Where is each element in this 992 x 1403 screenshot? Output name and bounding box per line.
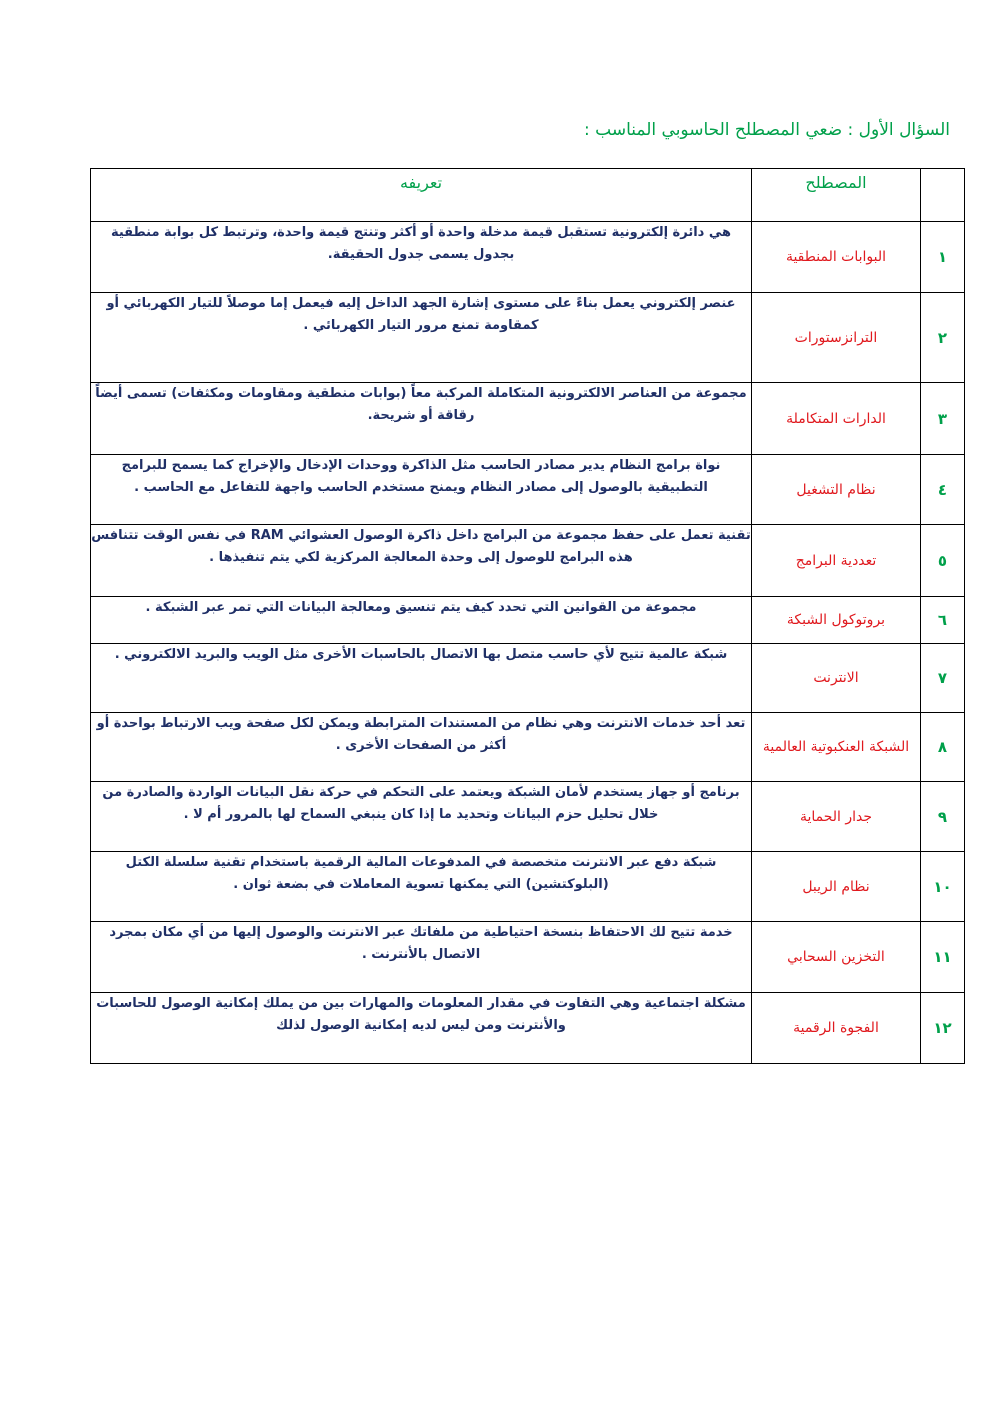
row-number: ٣ bbox=[921, 383, 965, 455]
header-number-cell bbox=[921, 169, 965, 222]
row-term: تعددية البرامج bbox=[752, 525, 921, 597]
row-number: ٤ bbox=[921, 455, 965, 525]
row-definition: برنامج أو جهاز يستخدم لأمان الشبكة ويعتمد على التحكم في حركة نقل البيانات الواردة والصادرة من خلال تحليل حزم البيانات وتحديد ما إذا كان ينبغي السماح لها بالمرور أم لا . bbox=[91, 782, 752, 852]
row-number: ١٢ bbox=[921, 993, 965, 1064]
table-row bbox=[91, 222, 965, 293]
row-number: ١١ bbox=[921, 922, 965, 993]
row-definition: خدمة تتيح لك الاحتفاظ بنسخة احتياطية من ملفاتك عبر الانترنت والوصول إليها من أي مكان بمجرد الاتصال بالأنترنت . bbox=[91, 922, 752, 993]
table-row bbox=[91, 383, 965, 455]
row-number: ٦ bbox=[921, 597, 965, 644]
row-definition: مجموعة من القوانين التي تحدد كيف يتم تنسيق ومعالجة البيانات التي تمر عبر الشبكة . bbox=[91, 597, 752, 644]
row-term: الانترنت bbox=[752, 644, 921, 713]
row-definition: هي دائرة إلكترونية تستقبل قيمة مدخلة واحدة أو أكثر وتنتج قيمة واحدة، وترتبط كل بوابة منطقية بجدول يسمى جدول الحقيقة. bbox=[91, 222, 752, 293]
table-row bbox=[91, 597, 965, 644]
row-definition: نواة برامج النظام يدير مصادر الحاسب مثل الذاكرة ووحدات الإدخال والإخراج كما يسمح للبرامج التطبيقية بالوصول إلى مصادر النظام ويمنح مستخدم الحاسب واجهة للتفاعل مع الحاسب . bbox=[91, 455, 752, 525]
table-row bbox=[91, 455, 965, 525]
row-term: جدار الحماية bbox=[752, 782, 921, 852]
row-term: الدارات المتكاملة bbox=[752, 383, 921, 455]
row-definition: تقنية تعمل على حفظ مجموعة من البرامج داخل ذاكرة الوصول العشوائي RAM في نفس الوقت تتنافس هذه البرامج للوصول إلى وحدة المعالجة المركزية لكي يتم تنفيذها . bbox=[91, 525, 752, 597]
row-term: بروتوكول الشبكة bbox=[752, 597, 921, 644]
table-row bbox=[91, 525, 965, 597]
table-header-row bbox=[91, 169, 965, 222]
row-number: ٧ bbox=[921, 644, 965, 713]
table-row bbox=[91, 922, 965, 993]
table-row bbox=[91, 852, 965, 922]
row-definition: مشكلة اجتماعية وهي التفاوت في مقدار المعلومات والمهارات بين من يملك إمكانية الوصول للحاسبات والأنترنت ومن ليس لديه إمكانية الوصول لذلك bbox=[91, 993, 752, 1064]
question-title: السؤال الأول : ضعي المصطلح الحاسوبي المناسب : bbox=[584, 120, 950, 140]
row-term: الشبكة العنكبوتية العالمية bbox=[752, 713, 921, 782]
table-row bbox=[91, 293, 965, 383]
row-number: ٢ bbox=[921, 293, 965, 383]
table-row bbox=[91, 782, 965, 852]
terms-table bbox=[90, 168, 965, 1064]
row-term: البوابات المنطقية bbox=[752, 222, 921, 293]
row-definition: عنصر إلكتروني يعمل بناءً على مستوى إشارة الجهد الداخل إليه فيعمل إما موصلاً للتيار الكهربائي أو كمقاومة تمنع مرور التيار الكهربائي . bbox=[91, 293, 752, 383]
row-definition: تعد أحد خدمات الانترنت وهي نظام من المستندات المترابطة ويمكن لكل صفحة ويب الارتباط بواحدة أو أكثر من الصفحات الأخرى . bbox=[91, 713, 752, 782]
row-number: ١٠ bbox=[921, 852, 965, 922]
table-row bbox=[91, 713, 965, 782]
row-term: التخزين السحابي bbox=[752, 922, 921, 993]
table-row bbox=[91, 644, 965, 713]
table-row bbox=[91, 993, 965, 1064]
row-definition: شبكة عالمية تتيح لأي حاسب متصل بها الاتصال بالحاسبات الأخرى مثل الويب والبريد الالكتروني . bbox=[91, 644, 752, 713]
row-term: الفجوة الرقمية bbox=[752, 993, 921, 1064]
header-term-label: المصطلح bbox=[805, 173, 867, 192]
row-term: نظام التشغيل bbox=[752, 455, 921, 525]
row-definition: شبكة دفع عبر الانترنت متخصصة في المدفوعات المالية الرقمية باستخدام تقنية سلسلة الكتل (البلوكتشين) التي يمكنها تسوية المعاملات في بضعة ثوان . bbox=[91, 852, 752, 922]
row-number: ٥ bbox=[921, 525, 965, 597]
header-definition-label: تعريفه bbox=[399, 173, 443, 192]
row-number: ٨ bbox=[921, 713, 965, 782]
row-term: الترانزستورات bbox=[752, 293, 921, 383]
header-term-cell bbox=[752, 169, 921, 222]
row-definition: مجموعة من العناصر الالكترونية المتكاملة المركبة معاً (بوابات منطقية ومقاومات ومكثفات) تسمى أيضاً رقاقة أو شريحة. bbox=[91, 383, 752, 455]
row-number: ٩ bbox=[921, 782, 965, 852]
row-term: نظام الريبل bbox=[752, 852, 921, 922]
header-definition-cell bbox=[91, 169, 752, 222]
row-number: ١ bbox=[921, 222, 965, 293]
